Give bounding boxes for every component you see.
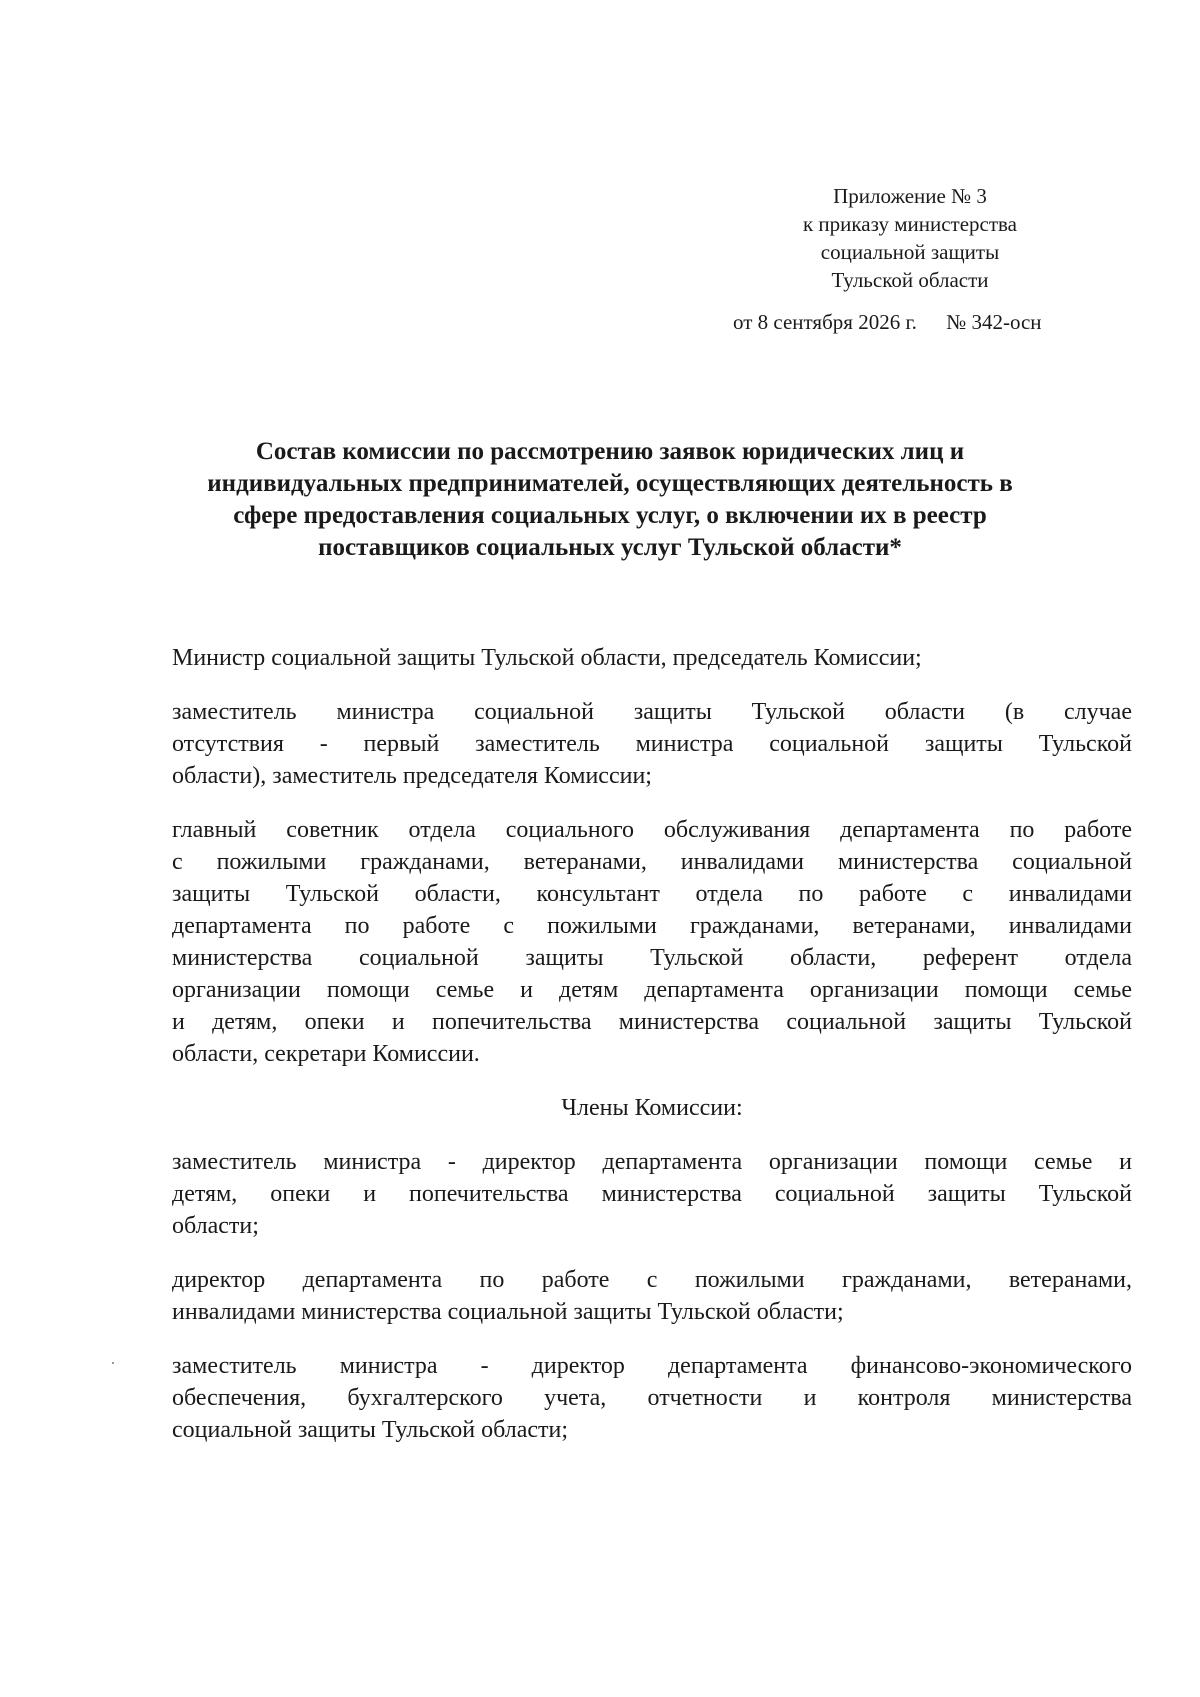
text-line: защиты Тульской области, консультант отдела по работе с инвалидами <box>172 881 1132 907</box>
member-paragraph <box>172 1350 1132 1446</box>
member-paragraph <box>172 1264 1132 1328</box>
secretaries-paragraph <box>172 814 1132 1070</box>
deputy-chair-paragraph <box>172 696 1132 792</box>
text-line: Министр социальной защиты Тульской области, председатель Комиссии; <box>172 645 922 671</box>
document-title <box>160 436 1060 564</box>
title-line: Состав комиссии по рассмотрению заявок юридических лиц и <box>255 438 965 465</box>
text-line: области), заместитель председателя Комиссии; <box>172 763 652 789</box>
text-line: организации помощи семье и детям департамента организации помощи семье <box>172 977 1132 1003</box>
text-line: главный советник отдела социального обслуживания департамента по работе <box>172 817 1132 843</box>
appendix-header <box>740 182 1080 294</box>
text-line: социальной защиты Тульской области; <box>172 1417 569 1443</box>
appendix-line: социальной защиты <box>820 240 1000 264</box>
title-line: индивидуальных предпринимателей, осуществляющих деятельность в <box>207 470 1013 497</box>
appendix-line: Тульской области <box>831 268 989 292</box>
order-number: № 342-осн <box>946 310 1042 334</box>
text-line: отсутствия - первый заместитель министра социальной защиты Тульской <box>172 731 1132 757</box>
order-reference <box>733 308 1042 336</box>
text-line: министерства социальной защиты Тульской области, референт отдела <box>172 945 1132 971</box>
text-line: заместитель министра социальной защиты Тульской области (в случае <box>172 699 1132 725</box>
appendix-line: к приказу министерства <box>802 212 1018 236</box>
text-line: департамента по работе с пожилыми гражданами, ветеранами, инвалидами <box>172 913 1132 939</box>
document-body <box>172 642 1132 1468</box>
member-paragraph <box>172 1146 1132 1242</box>
order-date: от 8 сентября 2026 г. <box>733 310 917 334</box>
scan-speck <box>112 1362 114 1364</box>
appendix-line: Приложение № 3 <box>833 184 987 208</box>
chair-paragraph <box>172 642 1132 674</box>
title-line: сфере предоставления социальных услуг, о включении их в реестр <box>233 502 987 529</box>
text-line: инвалидами министерства социальной защиты Тульской области; <box>172 1299 844 1325</box>
text-line: заместитель министра - директор департамента финансово-экономического <box>172 1353 1132 1379</box>
title-line: поставщиков социальных услуг Тульской области* <box>318 534 902 561</box>
text-line: директор департамента по работе с пожилыми гражданами, ветеранами, <box>172 1267 1132 1293</box>
text-line: и детям, опеки и попечительства министерства социальной защиты Тульской <box>172 1009 1132 1035</box>
text-line: с пожилыми гражданами, ветеранами, инвалидами министерства социальной <box>172 849 1132 875</box>
text-line: обеспечения, бухгалтерского учета, отчетности и контроля министерства <box>172 1385 1132 1411</box>
text-line: детям, опеки и попечительства министерства социальной защиты Тульской <box>172 1181 1132 1207</box>
text-line: заместитель министра - директор департамента организации помощи семье и <box>172 1149 1132 1175</box>
text-line: области, секретари Комиссии. <box>172 1041 480 1067</box>
members-heading: Члены Комиссии: <box>561 1095 743 1121</box>
text-line: области; <box>172 1213 259 1239</box>
